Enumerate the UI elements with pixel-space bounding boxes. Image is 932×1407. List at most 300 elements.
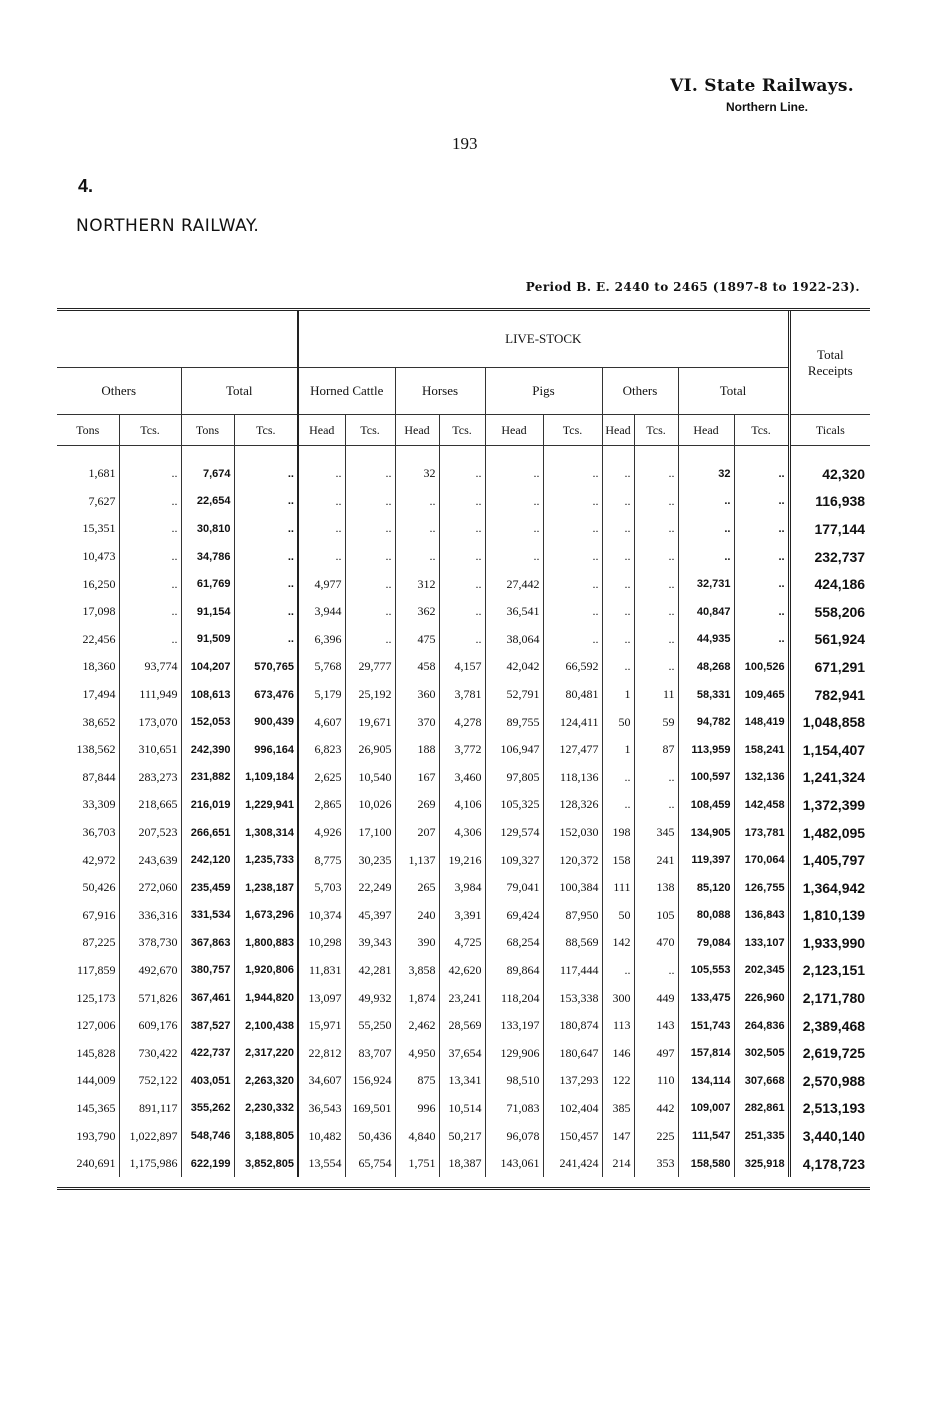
cell-others-tons: 33,309 (82, 797, 116, 812)
cell-others-tons: 145,828 (76, 1045, 116, 1060)
table-row (57, 736, 870, 764)
cell-others-tcs: .. (119, 488, 181, 516)
cell-ls-others-head: 1 (602, 681, 634, 709)
cell-pigs-tcs: 128,326 (543, 791, 602, 819)
cell-horses-tcs: 3,781 (439, 681, 485, 709)
cell-horses-head: 362 (395, 598, 439, 626)
table-row (57, 819, 870, 847)
table-row (57, 626, 870, 654)
cell-ls-others-tcs: .. (634, 764, 678, 792)
cell-ls-others-head: 158 (602, 846, 634, 874)
cell-ls-total-head: 85,120 (678, 874, 734, 902)
cell-ls-total-head: 109,007 (678, 1095, 734, 1123)
cell-ls-others-head: 1 (602, 736, 634, 764)
cell-pigs-head: 118,204 (485, 984, 543, 1012)
cell-total-receipts: 177,144 (789, 515, 870, 543)
cell-total-receipts: 782,941 (789, 681, 870, 709)
cell-cattle-head: 10,482 (298, 1122, 345, 1150)
cell-pigs-head: 129,574 (485, 819, 543, 847)
cell-cattle-tcs: 55,250 (345, 1012, 395, 1040)
cell-ls-others-tcs: .. (634, 957, 678, 985)
cell-others-tcs: 492,670 (119, 957, 181, 985)
cell-horses-head: 390 (395, 929, 439, 957)
cell-ls-total-tcs: .. (734, 543, 789, 571)
cell-total-tons: 91,154 (181, 598, 234, 626)
table-row (57, 902, 870, 930)
header-livestock-others: Others (602, 368, 678, 415)
cell-ls-others-tcs: .. (634, 570, 678, 598)
table-row (57, 598, 870, 626)
cell-pigs-head: 36,541 (485, 598, 543, 626)
cell-total-receipts: 2,123,151 (789, 957, 870, 985)
cell-pigs-tcs: .. (543, 570, 602, 598)
cell-ls-others-head: 147 (602, 1122, 634, 1150)
table-row (57, 1150, 870, 1178)
cell-pigs-head: 71,083 (485, 1095, 543, 1123)
cell-ls-others-tcs: .. (634, 598, 678, 626)
cell-pigs-tcs: 80,481 (543, 681, 602, 709)
cell-others-tons: 1,681 (88, 466, 116, 481)
header-blank-left (57, 311, 298, 368)
cell-cattle-tcs: 25,192 (345, 681, 395, 709)
cell-ls-total-head: 133,475 (678, 984, 734, 1012)
cell-total-receipts: 3,440,140 (789, 1122, 870, 1150)
cell-cattle-tcs: .. (345, 515, 395, 543)
cell-horses-tcs: .. (439, 570, 485, 598)
table-row (57, 929, 870, 957)
cell-others-tons: 87,844 (82, 769, 116, 784)
cell-pigs-tcs: 137,293 (543, 1067, 602, 1095)
table-row (57, 488, 870, 516)
cell-ls-total-head: 151,743 (678, 1012, 734, 1040)
cell-pigs-tcs: 88,569 (543, 929, 602, 957)
cell-total-tcs: 1,238,187 (234, 874, 298, 902)
cell-total-tcs: 2,230,332 (234, 1095, 298, 1123)
col-header-tcs: Tcs. (439, 415, 485, 446)
header-total: Total (181, 368, 298, 415)
cell-others-tcs: 1,175,986 (119, 1150, 181, 1178)
cell-total-tons: 367,863 (181, 929, 234, 957)
cell-cattle-head: 4,977 (298, 570, 345, 598)
cell-ls-total-tcs: 158,241 (734, 736, 789, 764)
group-header-livestock: LIVE-STOCK (298, 311, 789, 368)
cell-pigs-head: 79,041 (485, 874, 543, 902)
cell-ls-others-tcs: .. (634, 543, 678, 571)
cell-pigs-tcs: 180,874 (543, 1012, 602, 1040)
group-header-total-receipts: Total Receipts (789, 311, 870, 415)
cell-ls-others-head: .. (602, 488, 634, 516)
cell-ls-others-tcs: 225 (634, 1122, 678, 1150)
cell-ls-total-tcs: 226,960 (734, 984, 789, 1012)
cell-pigs-tcs: 127,477 (543, 736, 602, 764)
cell-cattle-tcs: 22,249 (345, 874, 395, 902)
cell-total-tcs: .. (234, 626, 298, 654)
cell-total-receipts: 42,320 (789, 460, 870, 488)
cell-total-tcs: .. (234, 488, 298, 516)
cell-total-tons: 242,120 (181, 846, 234, 874)
cell-others-tons: 193,790 (76, 1128, 116, 1143)
cell-horses-head: 312 (395, 570, 439, 598)
section-title: NORTHERN RAILWAY. (76, 216, 260, 236)
cell-ls-others-head: .. (602, 570, 634, 598)
cell-others-tcs: 730,422 (119, 1039, 181, 1067)
cell-cattle-head: .. (298, 488, 345, 516)
cell-horses-head: 370 (395, 708, 439, 736)
cell-cattle-tcs: 29,777 (345, 653, 395, 681)
cell-others-tons: 127,006 (76, 1018, 116, 1033)
cell-pigs-tcs: 120,372 (543, 846, 602, 874)
cell-horses-head: 4,950 (395, 1039, 439, 1067)
cell-horses-tcs: 50,217 (439, 1122, 485, 1150)
cell-pigs-head: 133,197 (485, 1012, 543, 1040)
cell-ls-total-tcs: .. (734, 515, 789, 543)
cell-ls-total-tcs: 302,505 (734, 1039, 789, 1067)
cell-horses-head: 265 (395, 874, 439, 902)
cell-ls-total-head: 48,268 (678, 653, 734, 681)
cell-total-tons: 355,262 (181, 1095, 234, 1123)
cell-cattle-tcs: 39,343 (345, 929, 395, 957)
cell-cattle-head: .. (298, 515, 345, 543)
cell-total-tons: 367,461 (181, 984, 234, 1012)
cell-ls-others-head: .. (602, 791, 634, 819)
col-header-tcs: Tcs. (634, 415, 678, 446)
cell-cattle-head: 2,865 (298, 791, 345, 819)
cell-total-receipts: 2,619,725 (789, 1039, 870, 1067)
cell-pigs-tcs: 117,444 (543, 957, 602, 985)
cell-ls-total-tcs: 132,136 (734, 764, 789, 792)
cell-ls-total-tcs: .. (734, 626, 789, 654)
cell-pigs-head: 106,947 (485, 736, 543, 764)
cell-others-tcs: 272,060 (119, 874, 181, 902)
cell-ls-total-head: 108,459 (678, 791, 734, 819)
cell-ls-total-head: 58,331 (678, 681, 734, 709)
cell-cattle-head: .. (298, 543, 345, 571)
cell-total-receipts: 1,933,990 (789, 929, 870, 957)
cell-ls-others-tcs: .. (634, 791, 678, 819)
cell-ls-others-head: 300 (602, 984, 634, 1012)
page-number: 193 (452, 134, 478, 153)
col-header-head: Head (678, 415, 734, 446)
cell-horses-head: 3,858 (395, 957, 439, 985)
cell-cattle-head: 11,831 (298, 957, 345, 985)
cell-horses-tcs: 18,387 (439, 1150, 485, 1178)
col-header-tcs: Tcs. (119, 415, 181, 446)
cell-total-tons: 387,527 (181, 1012, 234, 1040)
cell-ls-others-tcs: 449 (634, 984, 678, 1012)
cell-others-tons: 16,250 (82, 576, 116, 591)
cell-cattle-head: 5,703 (298, 874, 345, 902)
cell-cattle-tcs: 26,905 (345, 736, 395, 764)
table-row (57, 764, 870, 792)
cell-total-tcs: 673,476 (234, 681, 298, 709)
cell-horses-tcs: 3,391 (439, 902, 485, 930)
cell-pigs-head: 68,254 (485, 929, 543, 957)
cell-total-receipts: 1,154,407 (789, 736, 870, 764)
cell-total-tcs: 2,263,320 (234, 1067, 298, 1095)
cell-pigs-tcs: 180,647 (543, 1039, 602, 1067)
cell-cattle-tcs: 10,540 (345, 764, 395, 792)
cell-cattle-head: 15,971 (298, 1012, 345, 1040)
cell-ls-others-head: .. (602, 653, 634, 681)
cell-ls-total-head: 134,114 (678, 1067, 734, 1095)
table-row (57, 1039, 870, 1067)
cell-ls-others-tcs: 353 (634, 1150, 678, 1178)
cell-horses-head: .. (395, 543, 439, 571)
cell-ls-total-head: 32 (678, 460, 734, 488)
cell-ls-total-head: .. (678, 515, 734, 543)
cell-cattle-tcs: 19,671 (345, 708, 395, 736)
cell-horses-head: 188 (395, 736, 439, 764)
cell-ls-others-head: 146 (602, 1039, 634, 1067)
cell-total-tcs: .. (234, 570, 298, 598)
cell-others-tcs: .. (119, 515, 181, 543)
cell-total-tons: 380,757 (181, 957, 234, 985)
cell-total-receipts: 232,737 (789, 543, 870, 571)
cell-total-tons: 266,651 (181, 819, 234, 847)
cell-total-tcs: 2,317,220 (234, 1039, 298, 1067)
cell-total-tons: 548,746 (181, 1122, 234, 1150)
cell-horses-tcs: 10,514 (439, 1095, 485, 1123)
cell-others-tons: 87,225 (82, 935, 116, 950)
cell-total-tons: 403,051 (181, 1067, 234, 1095)
running-header-subtitle: Northern Line. (725, 100, 808, 114)
cell-horses-tcs: .. (439, 488, 485, 516)
cell-pigs-tcs: .. (543, 488, 602, 516)
cell-others-tcs: 752,122 (119, 1067, 181, 1095)
cell-pigs-head: 143,061 (485, 1150, 543, 1178)
cell-horses-tcs: 4,306 (439, 819, 485, 847)
cell-cattle-tcs: .. (345, 460, 395, 488)
cell-cattle-tcs: .. (345, 543, 395, 571)
cell-total-tons: 242,390 (181, 736, 234, 764)
cell-others-tons: 138,562 (76, 742, 116, 757)
table-row (57, 1067, 870, 1095)
cell-pigs-tcs: 87,950 (543, 902, 602, 930)
section-number: 4. (78, 176, 94, 196)
cell-cattle-tcs: 83,707 (345, 1039, 395, 1067)
cell-ls-total-tcs: .. (734, 488, 789, 516)
cell-others-tcs: 111,949 (119, 681, 181, 709)
cell-ls-total-head: 158,580 (678, 1150, 734, 1178)
table-row (57, 543, 870, 571)
cell-ls-total-tcs: 109,465 (734, 681, 789, 709)
cell-horses-head: 1,874 (395, 984, 439, 1012)
cell-total-tcs: 2,100,438 (234, 1012, 298, 1040)
col-header-tcs: Tcs. (734, 415, 789, 446)
cell-total-tons: 61,769 (181, 570, 234, 598)
cell-cattle-head: .. (298, 460, 345, 488)
table-row (57, 515, 870, 543)
cell-total-tons: 622,199 (181, 1150, 234, 1178)
statistics-table-frame (57, 308, 870, 1190)
cell-ls-others-tcs: 105 (634, 902, 678, 930)
cell-horses-tcs: 4,157 (439, 653, 485, 681)
cell-cattle-head: 4,607 (298, 708, 345, 736)
cell-total-tcs: .. (234, 543, 298, 571)
cell-cattle-head: 5,768 (298, 653, 345, 681)
table-row (57, 708, 870, 736)
cell-ls-others-head: 111 (602, 874, 634, 902)
cell-ls-others-tcs: .. (634, 515, 678, 543)
cell-ls-total-tcs: 202,345 (734, 957, 789, 985)
cell-ls-others-head: 142 (602, 929, 634, 957)
cell-ls-others-tcs: .. (634, 460, 678, 488)
cell-pigs-head: 52,791 (485, 681, 543, 709)
cell-horses-tcs: 42,620 (439, 957, 485, 985)
header-livestock-total: Total (678, 368, 789, 415)
header-pigs: Pigs (485, 368, 602, 415)
cell-pigs-head: .. (485, 543, 543, 571)
cell-others-tons: 17,098 (82, 604, 116, 619)
cell-cattle-tcs: 10,026 (345, 791, 395, 819)
col-header-ticals: Ticals (789, 415, 870, 446)
cell-total-tons: 7,674 (181, 460, 234, 488)
cell-total-receipts: 1,482,095 (789, 819, 870, 847)
cell-total-receipts: 1,241,324 (789, 764, 870, 792)
cell-horses-head: 240 (395, 902, 439, 930)
cell-total-receipts: 2,389,468 (789, 1012, 870, 1040)
cell-ls-total-tcs: 325,918 (734, 1150, 789, 1178)
cell-cattle-tcs: .. (345, 626, 395, 654)
cell-others-tcs: .. (119, 460, 181, 488)
cell-horses-head: 32 (395, 460, 439, 488)
cell-ls-total-tcs: 307,668 (734, 1067, 789, 1095)
cell-others-tcs: 336,316 (119, 902, 181, 930)
cell-others-tcs: 173,070 (119, 708, 181, 736)
cell-ls-others-tcs: 345 (634, 819, 678, 847)
cell-total-tcs: 1,229,941 (234, 791, 298, 819)
cell-horses-tcs: 3,984 (439, 874, 485, 902)
cell-ls-others-head: .. (602, 543, 634, 571)
cell-total-receipts: 558,206 (789, 598, 870, 626)
cell-pigs-tcs: .. (543, 515, 602, 543)
cell-total-tons: 216,019 (181, 791, 234, 819)
cell-horses-tcs: 3,772 (439, 736, 485, 764)
header-horned-cattle: Horned Cattle (298, 368, 395, 415)
cell-total-tons: 30,810 (181, 515, 234, 543)
cell-pigs-head: 105,325 (485, 791, 543, 819)
cell-others-tons: 22,456 (82, 631, 116, 646)
cell-pigs-head: 97,805 (485, 764, 543, 792)
cell-ls-total-tcs: 142,458 (734, 791, 789, 819)
cell-others-tons: 144,009 (76, 1073, 116, 1088)
cell-cattle-head: 3,944 (298, 598, 345, 626)
cell-pigs-head: .. (485, 460, 543, 488)
cell-horses-head: .. (395, 488, 439, 516)
cell-total-tons: 422,737 (181, 1039, 234, 1067)
cell-others-tons: 18,360 (82, 659, 116, 674)
cell-others-tons: 240,691 (76, 1156, 116, 1171)
statistics-table (57, 311, 870, 1177)
cell-pigs-head: 42,042 (485, 653, 543, 681)
cell-ls-total-head: .. (678, 543, 734, 571)
cell-total-receipts: 561,924 (789, 626, 870, 654)
cell-ls-total-tcs: 100,526 (734, 653, 789, 681)
cell-others-tcs: 243,639 (119, 846, 181, 874)
cell-total-receipts: 2,513,193 (789, 1095, 870, 1123)
cell-pigs-tcs: 152,030 (543, 819, 602, 847)
cell-others-tons: 38,652 (82, 714, 116, 729)
cell-total-tons: 231,882 (181, 764, 234, 792)
cell-horses-head: 1,751 (395, 1150, 439, 1178)
cell-horses-head: 1,137 (395, 846, 439, 874)
cell-horses-tcs: 4,278 (439, 708, 485, 736)
cell-cattle-tcs: .. (345, 488, 395, 516)
cell-pigs-tcs: 100,384 (543, 874, 602, 902)
running-header-title: VI. State Railways. (670, 76, 854, 96)
table-row (57, 846, 870, 874)
cell-others-tons: 36,703 (82, 825, 116, 840)
cell-total-tcs: 570,765 (234, 653, 298, 681)
col-header-tcs: Tcs. (234, 415, 298, 446)
table-row (57, 874, 870, 902)
cell-total-tcs: 900,439 (234, 708, 298, 736)
cell-horses-tcs: 3,460 (439, 764, 485, 792)
table-body (57, 446, 870, 1178)
cell-ls-others-head: .. (602, 598, 634, 626)
cell-ls-total-head: 157,814 (678, 1039, 734, 1067)
cell-others-tons: 7,627 (88, 493, 116, 508)
cell-others-tons: 117,859 (76, 962, 116, 977)
cell-ls-others-tcs: 497 (634, 1039, 678, 1067)
cell-pigs-tcs: .. (543, 543, 602, 571)
cell-others-tcs: 571,826 (119, 984, 181, 1012)
cell-total-receipts: 1,048,858 (789, 708, 870, 736)
cell-pigs-head: 96,078 (485, 1122, 543, 1150)
cell-total-receipts: 4,178,723 (789, 1150, 870, 1178)
cell-ls-others-tcs: 143 (634, 1012, 678, 1040)
cell-horses-tcs: .. (439, 598, 485, 626)
cell-pigs-head: 109,327 (485, 846, 543, 874)
cell-ls-others-tcs: .. (634, 488, 678, 516)
cell-horses-tcs: .. (439, 515, 485, 543)
cell-total-tcs: 996,164 (234, 736, 298, 764)
cell-cattle-tcs: 17,100 (345, 819, 395, 847)
cell-pigs-tcs: .. (543, 460, 602, 488)
cell-ls-others-tcs: 241 (634, 846, 678, 874)
cell-cattle-head: 22,812 (298, 1039, 345, 1067)
cell-total-tcs: 1,109,184 (234, 764, 298, 792)
cell-ls-total-head: 44,935 (678, 626, 734, 654)
table-row (57, 1122, 870, 1150)
cell-others-tcs: 310,651 (119, 736, 181, 764)
cell-ls-total-head: 119,397 (678, 846, 734, 874)
cell-others-tcs: .. (119, 543, 181, 571)
cell-horses-head: 4,840 (395, 1122, 439, 1150)
table-row (57, 1095, 870, 1123)
cell-ls-others-head: 113 (602, 1012, 634, 1040)
cell-total-tons: 104,207 (181, 653, 234, 681)
cell-pigs-tcs: 102,404 (543, 1095, 602, 1123)
cell-pigs-head: 129,906 (485, 1039, 543, 1067)
cell-total-receipts: 424,186 (789, 570, 870, 598)
cell-total-tcs: .. (234, 460, 298, 488)
cell-total-tons: 91,509 (181, 626, 234, 654)
cell-horses-head: 207 (395, 819, 439, 847)
cell-ls-total-head: 40,847 (678, 598, 734, 626)
cell-ls-others-head: .. (602, 460, 634, 488)
cell-ls-total-tcs: 126,755 (734, 874, 789, 902)
cell-cattle-tcs: .. (345, 570, 395, 598)
col-header-tcs: Tcs. (543, 415, 602, 446)
cell-cattle-head: 8,775 (298, 846, 345, 874)
cell-total-receipts: 1,810,139 (789, 902, 870, 930)
cell-others-tons: 15,351 (82, 521, 116, 536)
header-others: Others (57, 368, 181, 415)
cell-total-tcs: 1,235,733 (234, 846, 298, 874)
cell-ls-total-tcs: 170,064 (734, 846, 789, 874)
cell-ls-total-head: 111,547 (678, 1122, 734, 1150)
